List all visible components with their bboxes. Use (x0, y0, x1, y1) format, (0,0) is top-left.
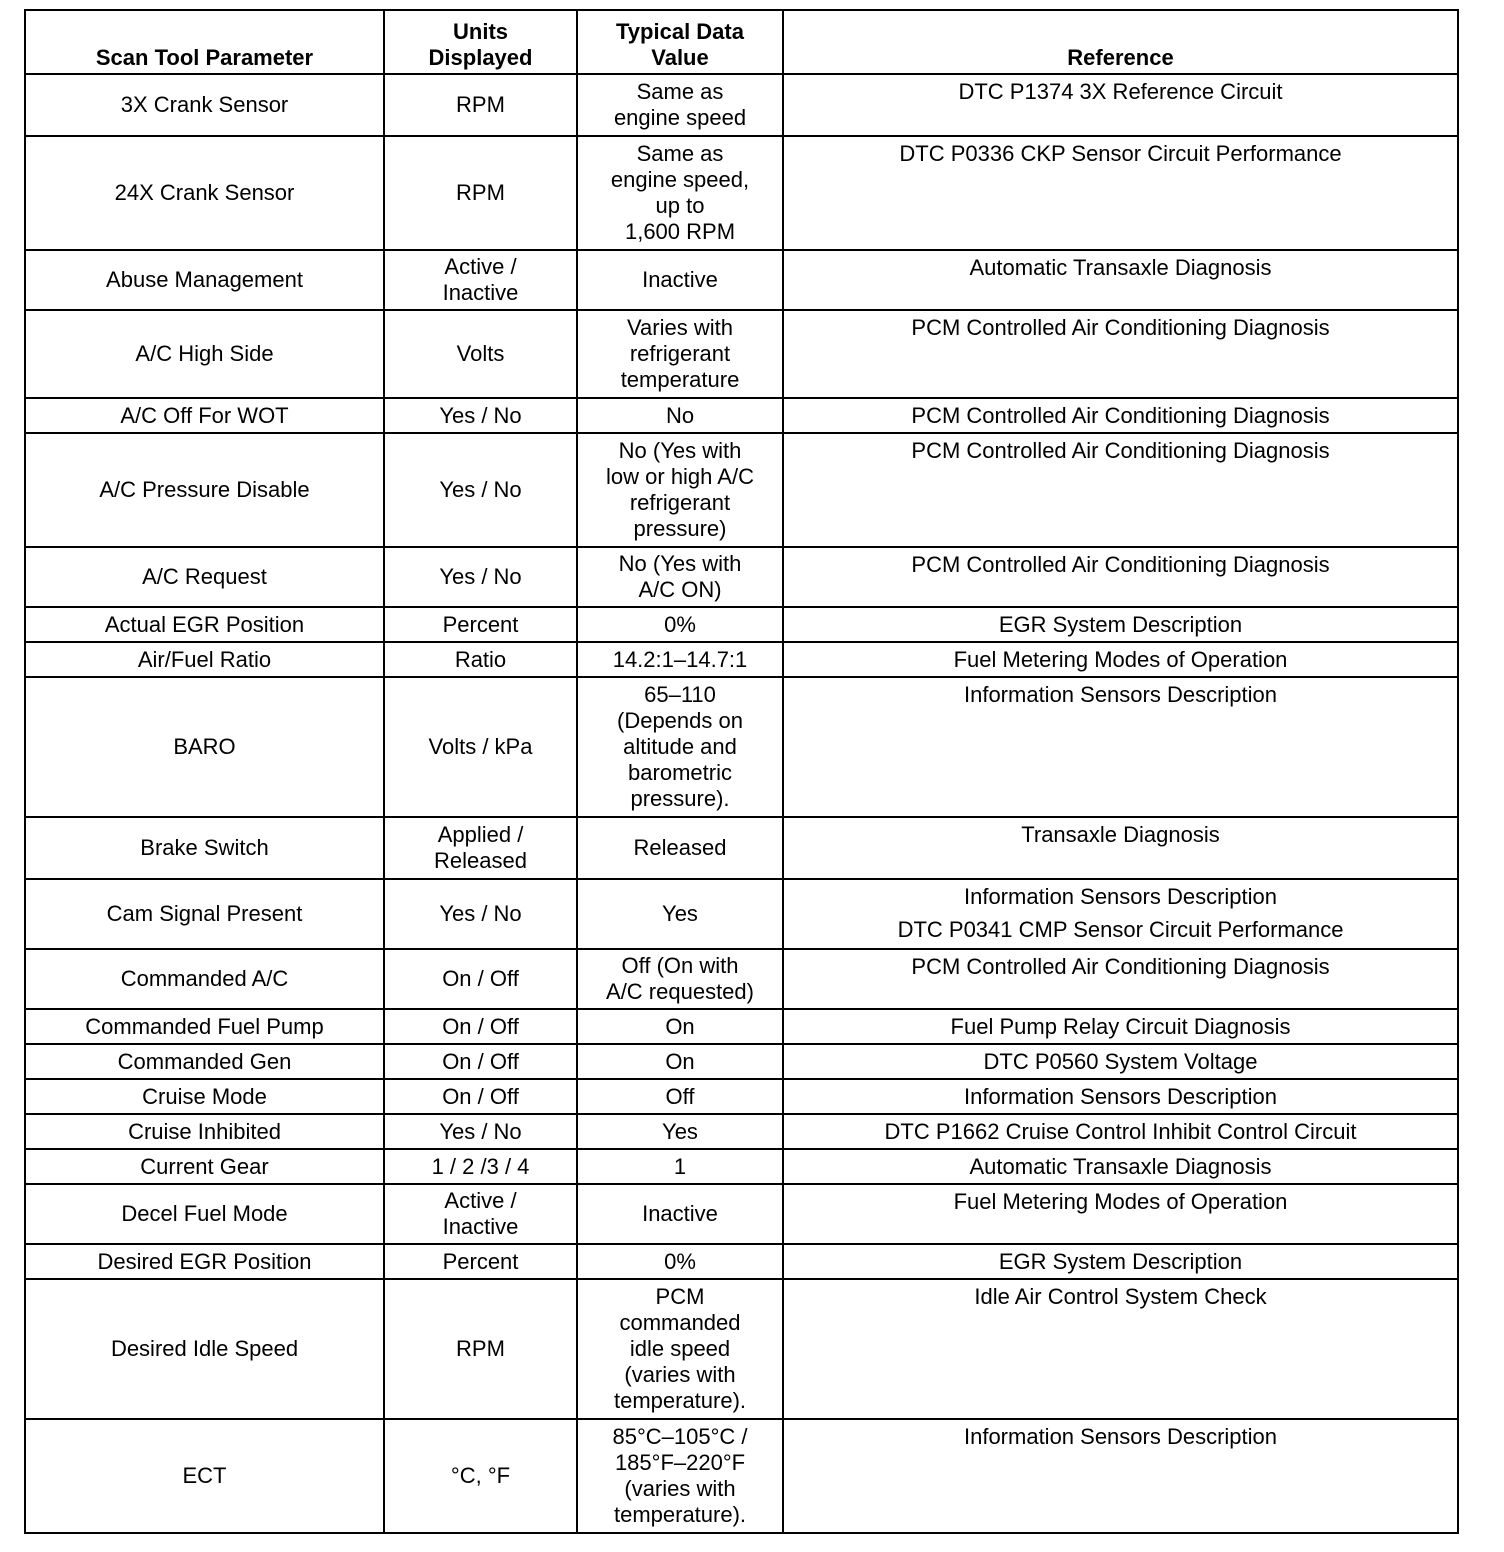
reference-line: Idle Air Control System Check (974, 1284, 1267, 1309)
typical-value-cell: Same as engine speed, up to 1,600 RPM (577, 136, 783, 250)
reference-line: Automatic Transaxle Diagnosis (969, 1154, 1272, 1179)
reference-line: DTC P0341 CMP Sensor Circuit Performance (897, 917, 1344, 942)
typical-value-cell: 85°C–105°C / 185°F–220°F (varies with temperature). (577, 1419, 783, 1533)
units-cell: Yes / No (384, 879, 577, 949)
parameter-cell: ECT (25, 1419, 384, 1533)
typical-value-cell: No (577, 398, 783, 433)
units-cell: °C, °F (384, 1419, 577, 1533)
reference-cell (783, 1184, 1458, 1244)
reference-cell (783, 1244, 1458, 1279)
reference-line: DTC P0560 System Voltage (983, 1049, 1258, 1074)
reference-line: Fuel Metering Modes of Operation (953, 647, 1288, 672)
reference-line: PCM Controlled Air Conditioning Diagnosis (911, 438, 1330, 463)
parameter-cell: A/C High Side (25, 310, 384, 398)
reference-cell (783, 1149, 1458, 1184)
parameter-cell: Current Gear (25, 1149, 384, 1184)
table-row (25, 74, 1458, 136)
typical-value-cell: Yes (577, 879, 783, 949)
reference-cell (783, 677, 1458, 817)
reference-cell (783, 1079, 1458, 1114)
table-row (25, 642, 1458, 677)
parameter-cell: A/C Pressure Disable (25, 433, 384, 547)
reference-cell (783, 642, 1458, 677)
reference-line: PCM Controlled Air Conditioning Diagnosis (911, 315, 1330, 340)
table-row (25, 250, 1458, 310)
reference-line: Information Sensors Description (963, 682, 1278, 707)
reference-cell (783, 310, 1458, 398)
header-reference: Reference (783, 10, 1458, 74)
reference-cell (783, 250, 1458, 310)
parameter-cell: 3X Crank Sensor (25, 74, 384, 136)
reference-cell (783, 1114, 1458, 1149)
table-body (25, 74, 1458, 1533)
header-scan-tool-parameter: Scan Tool Parameter (25, 10, 384, 74)
reference-line: Information Sensors Description (963, 1084, 1278, 1109)
table-row (25, 879, 1458, 949)
parameter-cell: A/C Request (25, 547, 384, 607)
units-cell: Yes / No (384, 433, 577, 547)
parameter-cell: Commanded A/C (25, 949, 384, 1009)
units-cell: On / Off (384, 949, 577, 1009)
typical-value-cell: Yes (577, 1114, 783, 1149)
header-row (25, 10, 1458, 74)
reference-cell (783, 547, 1458, 607)
table-row (25, 817, 1458, 879)
units-cell: RPM (384, 1279, 577, 1419)
scan-tool-data-table (24, 9, 1459, 1534)
reference-line: EGR System Description (998, 1249, 1243, 1274)
parameter-cell: Abuse Management (25, 250, 384, 310)
reference-line: Automatic Transaxle Diagnosis (969, 255, 1272, 280)
parameter-cell: Cruise Mode (25, 1079, 384, 1114)
units-cell: On / Off (384, 1079, 577, 1114)
typical-value-cell: PCM commanded idle speed (varies with temperature). (577, 1279, 783, 1419)
parameter-cell: A/C Off For WOT (25, 398, 384, 433)
table-row (25, 398, 1458, 433)
table-row (25, 136, 1458, 250)
reference-line: EGR System Description (998, 612, 1243, 637)
typical-value-cell: Inactive (577, 250, 783, 310)
typical-value-cell: On (577, 1044, 783, 1079)
reference-line: PCM Controlled Air Conditioning Diagnosis (911, 954, 1330, 979)
reference-line: Fuel Metering Modes of Operation (953, 1189, 1288, 1214)
parameter-cell: Brake Switch (25, 817, 384, 879)
table-row (25, 677, 1458, 817)
reference-cell (783, 136, 1458, 250)
reference-cell (783, 1044, 1458, 1079)
units-cell: RPM (384, 74, 577, 136)
table-row (25, 1009, 1458, 1044)
reference-cell (783, 1279, 1458, 1419)
units-cell: Active / Inactive (384, 250, 577, 310)
reference-line: Fuel Pump Relay Circuit Diagnosis (950, 1014, 1291, 1039)
reference-cell (783, 607, 1458, 642)
reference-line: PCM Controlled Air Conditioning Diagnosis (911, 552, 1330, 577)
typical-value-cell: Inactive (577, 1184, 783, 1244)
parameter-cell: Commanded Fuel Pump (25, 1009, 384, 1044)
parameter-cell: Decel Fuel Mode (25, 1184, 384, 1244)
units-cell: On / Off (384, 1044, 577, 1079)
reference-cell (783, 1009, 1458, 1044)
table-row (25, 607, 1458, 642)
typical-value-cell: 14.2:1–14.7:1 (577, 642, 783, 677)
units-cell: Percent (384, 607, 577, 642)
units-cell: Ratio (384, 642, 577, 677)
header-units-displayed: Units Displayed (384, 10, 577, 74)
units-cell: RPM (384, 136, 577, 250)
typical-value-cell: No (Yes with low or high A/C refrigerant pressure) (577, 433, 783, 547)
table-row (25, 1044, 1458, 1079)
units-cell: Yes / No (384, 398, 577, 433)
reference-cell (783, 949, 1458, 1009)
typical-value-cell: No (Yes with A/C ON) (577, 547, 783, 607)
units-cell: Yes / No (384, 547, 577, 607)
reference-line: DTC P1662 Cruise Control Inhibit Control Circuit (884, 1119, 1357, 1144)
typical-value-cell: Same as engine speed (577, 74, 783, 136)
parameter-cell: Commanded Gen (25, 1044, 384, 1079)
typical-value-cell: Off (On with A/C requested) (577, 949, 783, 1009)
typical-value-cell: 1 (577, 1149, 783, 1184)
reference-cell (783, 1419, 1458, 1533)
typical-value-cell: Off (577, 1079, 783, 1114)
units-cell: Active / Inactive (384, 1184, 577, 1244)
table-row (25, 1419, 1458, 1533)
reference-cell (783, 879, 1458, 949)
typical-value-cell: Released (577, 817, 783, 879)
parameter-cell: BARO (25, 677, 384, 817)
units-cell: Applied / Released (384, 817, 577, 879)
reference-cell (783, 433, 1458, 547)
table-row (25, 1244, 1458, 1279)
table-row (25, 949, 1458, 1009)
table-row (25, 547, 1458, 607)
typical-value-cell: 0% (577, 1244, 783, 1279)
typical-value-cell: 65–110 (Depends on altitude and barometric pressure). (577, 677, 783, 817)
parameter-cell: Actual EGR Position (25, 607, 384, 642)
parameter-cell: Cruise Inhibited (25, 1114, 384, 1149)
typical-value-cell: On (577, 1009, 783, 1044)
reference-cell (783, 817, 1458, 879)
typical-value-cell: Varies with refrigerant temperature (577, 310, 783, 398)
parameter-cell: Desired EGR Position (25, 1244, 384, 1279)
reference-cell (783, 74, 1458, 136)
parameter-cell: 24X Crank Sensor (25, 136, 384, 250)
parameter-cell: Air/Fuel Ratio (25, 642, 384, 677)
units-cell: 1 / 2 /3 / 4 (384, 1149, 577, 1184)
typical-value-cell: 0% (577, 607, 783, 642)
parameter-cell: Cam Signal Present (25, 879, 384, 949)
table-row (25, 310, 1458, 398)
reference-line: DTC P0336 CKP Sensor Circuit Performance (899, 141, 1342, 166)
header-typical-data-value: Typical Data Value (577, 10, 783, 74)
units-cell: Yes / No (384, 1114, 577, 1149)
reference-line: Information Sensors Description (963, 1424, 1278, 1449)
table-row (25, 1279, 1458, 1419)
table-header (25, 10, 1458, 74)
reference-line: PCM Controlled Air Conditioning Diagnosis (911, 403, 1330, 428)
parameter-cell: Desired Idle Speed (25, 1279, 384, 1419)
reference-cell (783, 398, 1458, 433)
table-row (25, 1079, 1458, 1114)
reference-line: DTC P1374 3X Reference Circuit (958, 79, 1283, 104)
table-row (25, 1184, 1458, 1244)
table-row (25, 1149, 1458, 1184)
units-cell: On / Off (384, 1009, 577, 1044)
table-row (25, 433, 1458, 547)
reference-line: Transaxle Diagnosis (1021, 822, 1220, 847)
units-cell: Volts / kPa (384, 677, 577, 817)
units-cell: Percent (384, 1244, 577, 1279)
units-cell: Volts (384, 310, 577, 398)
reference-line: Information Sensors Description (963, 884, 1278, 909)
table-row (25, 1114, 1458, 1149)
